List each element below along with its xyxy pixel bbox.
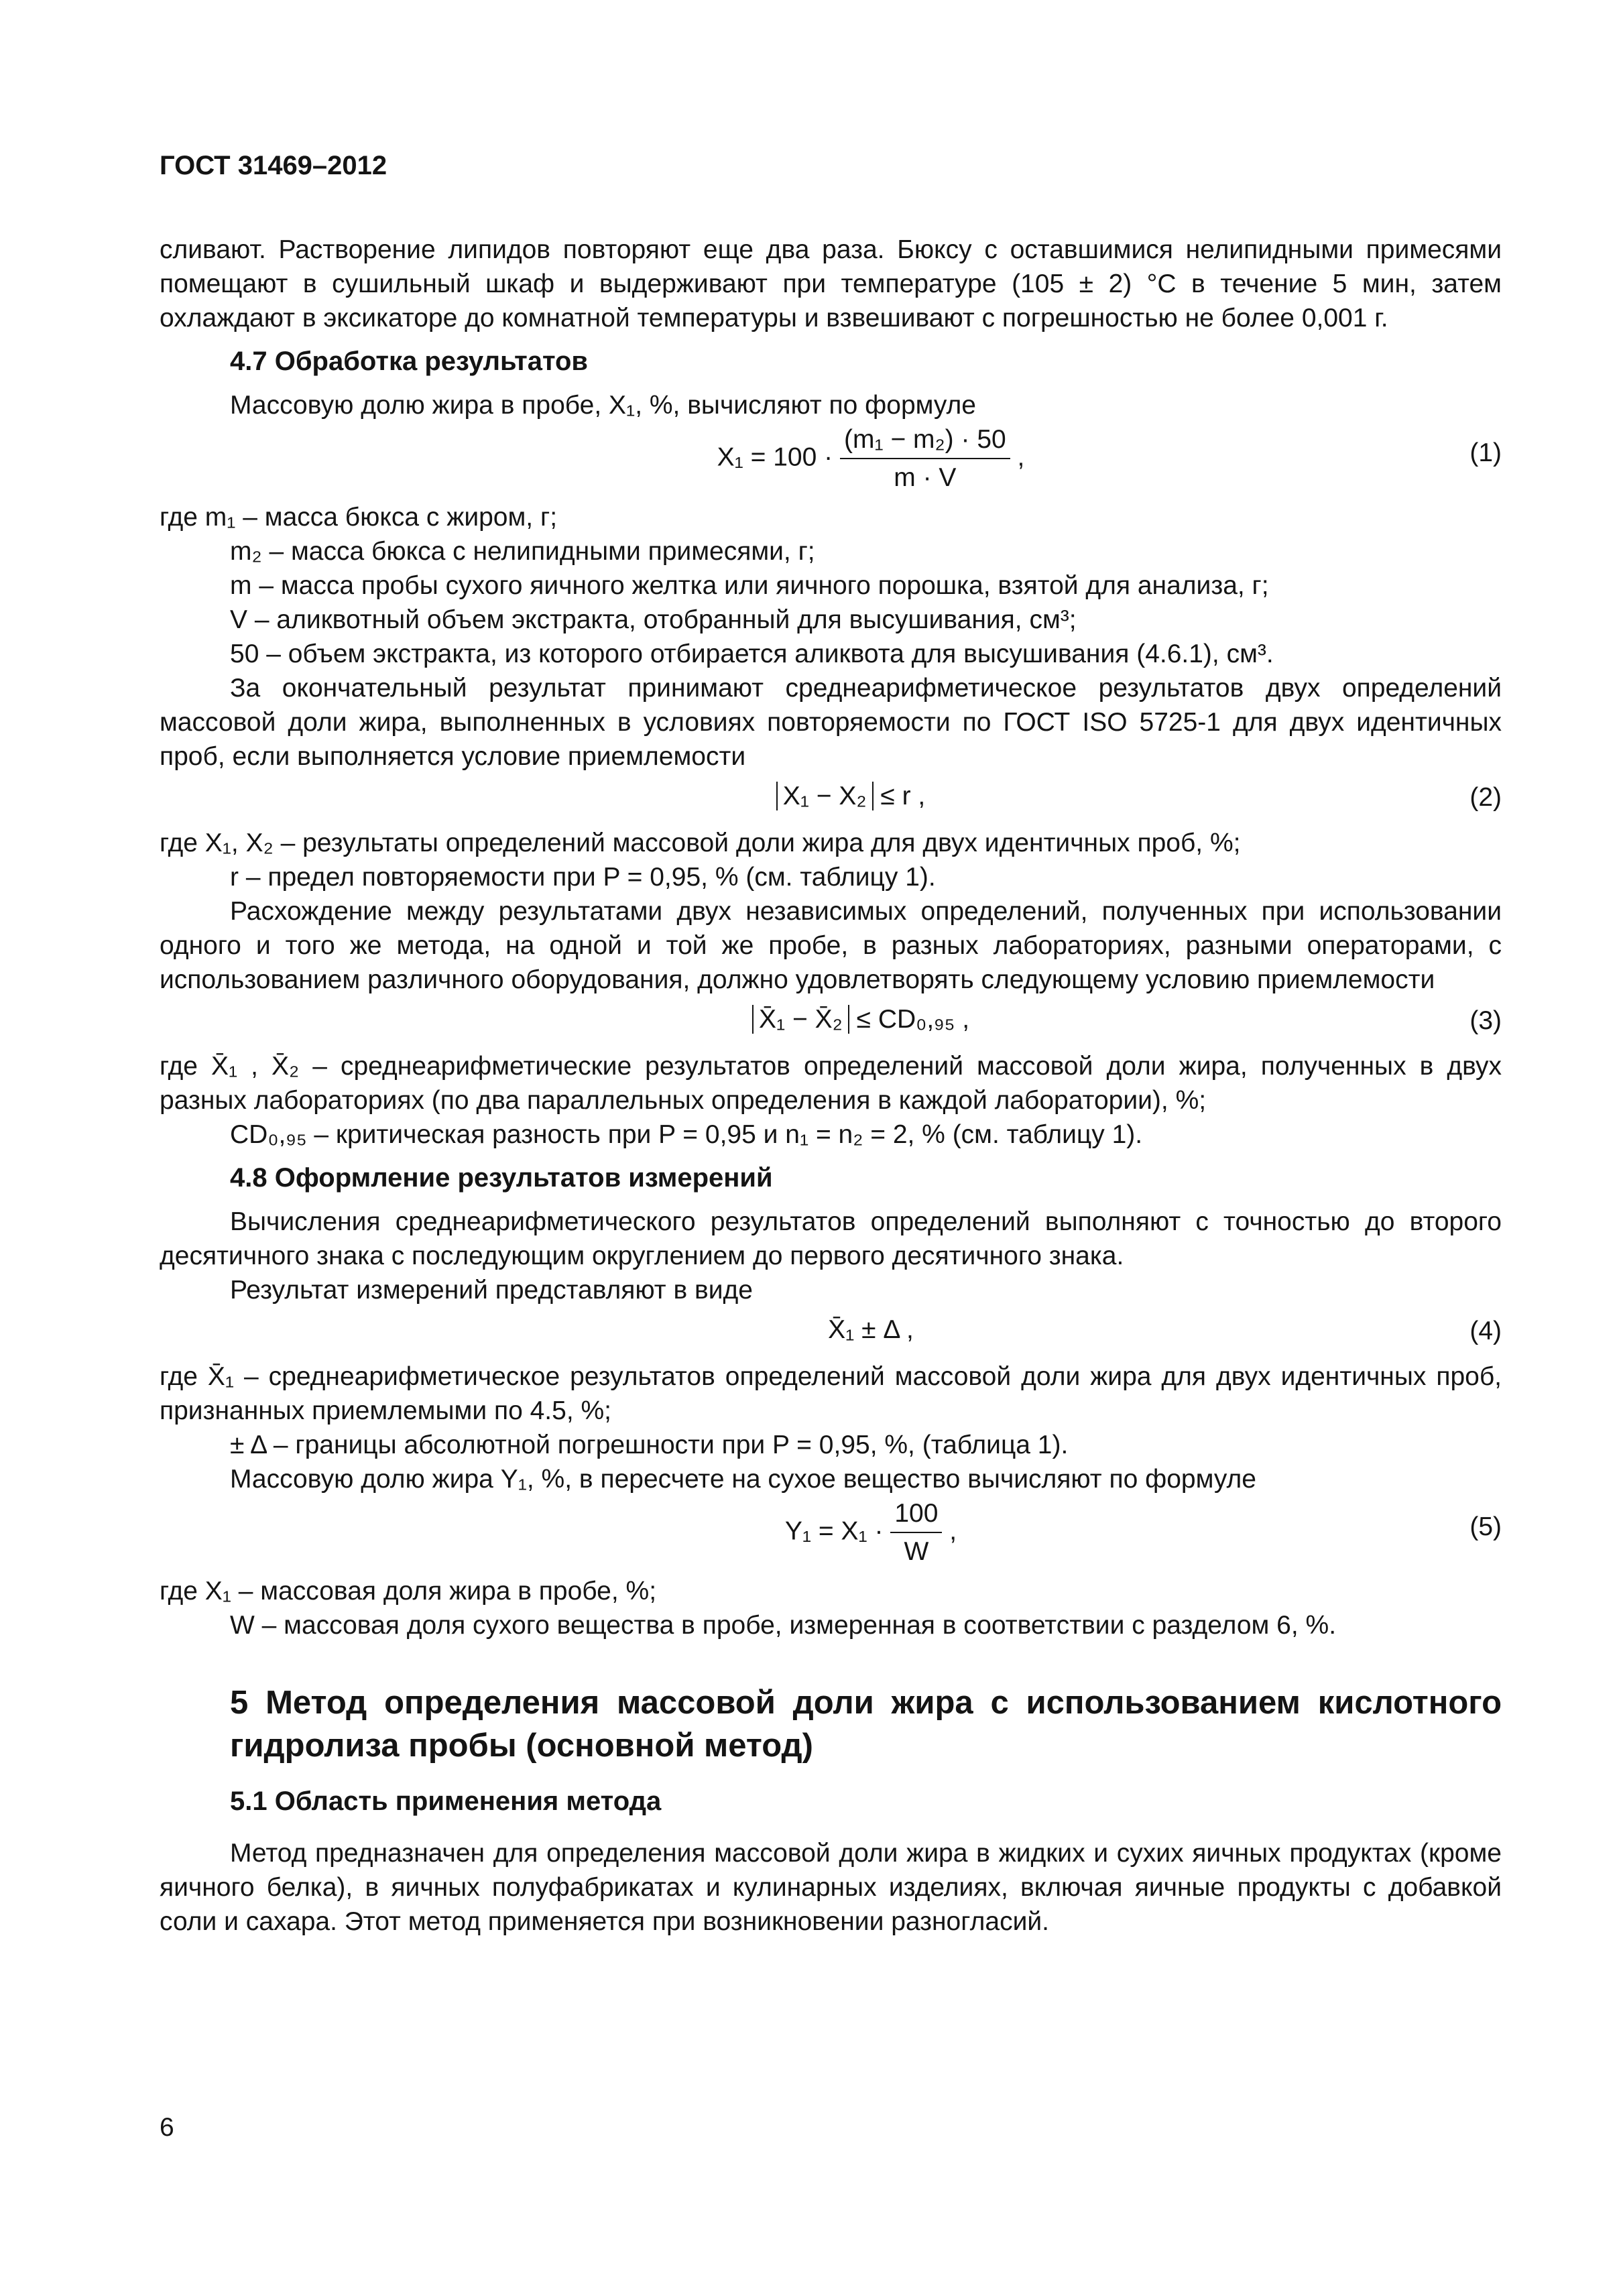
section-title-4-8: 4.8 Оформление результатов измерений <box>230 1163 773 1193</box>
paragraph-result-form: Результат измерений представляют в виде <box>230 1276 753 1305</box>
formula-number-2: (2) <box>1469 783 1502 812</box>
where-line: V – аликвотный объем экстракта, отобранный для высушивания, см³; <box>230 605 1077 634</box>
formula-2 <box>160 774 1502 826</box>
formula-1-fraction <box>840 422 1010 495</box>
formula-1 <box>160 422 1502 500</box>
formula-5-lhs: Y₁ = X₁ · <box>784 1516 884 1546</box>
formula-4 <box>160 1307 1502 1360</box>
where-line: r – предел повторяемости при P = 0,95, % (см. таблицу 1). <box>230 863 936 892</box>
formula-number-3: (3) <box>1469 1006 1502 1035</box>
where-line: где X̄₁ – среднеарифметическое результатов определений массовой доли жира для двух идентичных проб, признанных приемлемыми по 4.5, %; <box>160 1362 1502 1425</box>
formula-4-expression: X̄₁ ± Δ , <box>828 1315 914 1344</box>
formula-number-4: (4) <box>1469 1317 1502 1345</box>
formula-2-rhs: ≤ r , <box>880 782 926 810</box>
where-line: ± Δ – границы абсолютной погрешности при P = 0,95, %, (таблица 1). <box>230 1431 1069 1459</box>
paragraph-lipid-dissolution: сливают. Растворение липидов повторяют еще два раза. Бюксу с оставшимися нелипидными примесями помещают в сушильный шкаф и выдерживают при температуре (105 ± 2) °С в течение 5 мин, затем охлаждают в эксикаторе до комнатной температуры и взвешивают с погрешностью не более 0,001 г. <box>160 235 1502 333</box>
where-line: W – массовая доля сухого вещества в пробе, измеренная в соответствии с разделом 6, %. <box>230 1611 1337 1640</box>
page-content <box>160 233 1502 1939</box>
paragraph-final-result: За окончательный результат принимают среднеарифметическое результатов двух определений массовой доли жира, выполненных в условиях повторяемости по ГОСТ ISO 5725-1 для двух идентичных проб, если выполняется условие приемлемости <box>160 674 1502 771</box>
where-line: CD₀,₉₅ – критическая разность при P = 0,95 и n₁ = n₂ = 2, % (см. таблицу 1). <box>230 1120 1143 1149</box>
formula-5-numerator: 100 <box>890 1496 942 1533</box>
formula-number-1: (1) <box>1469 438 1502 467</box>
where-line: m₂ – масса бюкса с нелипидными примесями, г; <box>230 537 815 566</box>
formula-1-denominator: m · V <box>894 463 957 492</box>
formula-3-abs: X̄₁ − X̄₂ <box>752 1005 849 1034</box>
formula-2-abs: X₁ − X₂ <box>776 782 874 810</box>
section-title-5-1: 5.1 Область применения метода <box>230 1787 662 1816</box>
page-number: 6 <box>160 2113 174 2142</box>
formula-5 <box>160 1496 1502 1574</box>
formula-5-tail: , <box>949 1516 957 1546</box>
where-line: где X₁, X₂ – результаты определений массовой доли жира для двух идентичных проб, %; <box>160 829 1241 857</box>
formula-5-fraction <box>890 1496 942 1569</box>
document-header: ГОСТ 31469–2012 <box>160 151 387 180</box>
formula-3 <box>160 997 1502 1049</box>
where-line: где m₁ – масса бюкса с жиром, г; <box>160 503 558 532</box>
formula-5-denominator: W <box>904 1537 929 1566</box>
formula-1-tail: , <box>1017 442 1025 472</box>
formula-3-rhs: ≤ CD₀,₉₅ , <box>856 1005 970 1034</box>
paragraph-discrepancy: Расхождение между результатами двух независимых определений, полученных при использовании одного и того же метода, на одной и той же пробе, в разных лабораториях, разными операторами, с использованием различного оборудования, должно удовлетворять следующему условию приемлемости <box>160 897 1502 994</box>
where-line: 50 – объем экстракта, из которого отбирается аликвота для высушивания (4.6.1), см³. <box>230 640 1274 668</box>
paragraph-method-scope: Метод предназначен для определения массовой доли жира в жидких и сухих яичных продуктах (кроме яичного белка), в яичных полуфабрикатах и кулинарных изделиях, включая яичные продукты с добавкой соли и сахара. Этот метод применяется при возникновении разногласий. <box>160 1839 1502 1936</box>
formula-intro-5: Массовую долю жира Y₁, %, в пересчете на сухое вещество вычисляют по формуле <box>230 1465 1256 1494</box>
paragraph-rounding: Вычисления среднеарифметического результатов определений выполняют с точностью до второго десятичного знака с последующим округлением до первого десятичного знака. <box>160 1207 1502 1270</box>
where-line: где X̄₁ , X̄₂ – среднеарифметические результатов определений массовой доли жира, полученных в двух разных лабораториях (по два параллельных определения в каждой лаборатории), %; <box>160 1052 1502 1115</box>
formula-number-5: (5) <box>1469 1512 1502 1541</box>
formula-intro-1: Массовую долю жира в пробе, X₁, %, вычисляют по формуле <box>230 391 976 420</box>
formula-1-numerator: (m₁ − m₂) · 50 <box>840 422 1010 459</box>
where-line: m – масса пробы сухого яичного желтка или яичного порошка, взятой для анализа, г; <box>230 571 1269 600</box>
formula-1-lhs: X₁ = 100 · <box>717 442 833 472</box>
where-line: где X₁ – массовая доля жира в пробе, %; <box>160 1577 657 1606</box>
section-title-4-7: 4.7 Обработка результатов <box>230 347 589 376</box>
section-title-5: 5 Метод определения массовой доли жира с использованием кислотного гидролиза пробы (основной метод) <box>230 1685 1502 1764</box>
